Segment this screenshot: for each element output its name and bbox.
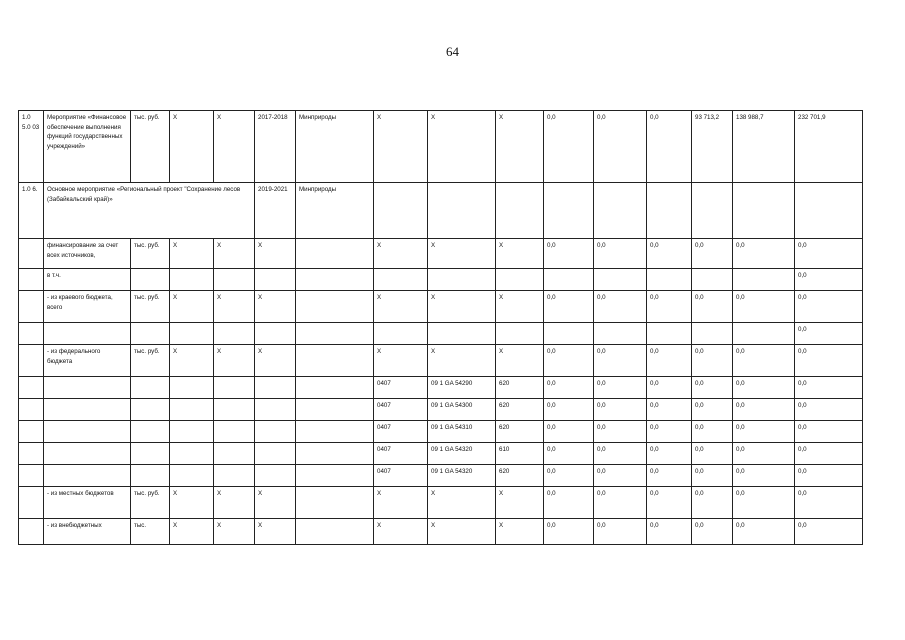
table-cell bbox=[374, 323, 428, 345]
table-cell bbox=[594, 183, 647, 239]
table-cell: Х bbox=[428, 239, 496, 269]
table-cell bbox=[131, 465, 170, 487]
table-cell bbox=[496, 269, 544, 291]
table-cell bbox=[374, 183, 428, 239]
table-cell: 0,0 bbox=[544, 345, 594, 377]
table-cell: 0,0 bbox=[647, 487, 692, 519]
table-cell: 0,0 bbox=[594, 291, 647, 323]
table-cell: 0,0 bbox=[795, 291, 863, 323]
table-cell: Х bbox=[428, 487, 496, 519]
table-cell bbox=[692, 323, 733, 345]
table-cell: Х bbox=[170, 291, 214, 323]
table-cell: 0,0 bbox=[647, 377, 692, 399]
table-cell: 0,0 bbox=[795, 345, 863, 377]
table-cell: 09 1 GA 54300 bbox=[428, 399, 496, 421]
table-cell: 0,0 bbox=[544, 519, 594, 545]
table-cell: Х bbox=[255, 487, 296, 519]
table-cell: 0,0 bbox=[733, 377, 795, 399]
table-cell bbox=[214, 421, 255, 443]
table-cell: 0,0 bbox=[733, 519, 795, 545]
table-cell bbox=[428, 183, 496, 239]
table-cell: 1.0 6. bbox=[19, 183, 44, 239]
table-cell: 0,0 bbox=[647, 239, 692, 269]
table-cell: Х bbox=[214, 487, 255, 519]
table-cell: Х bbox=[428, 345, 496, 377]
table-cell: 0,0 bbox=[795, 269, 863, 291]
table-cell: 0407 bbox=[374, 399, 428, 421]
table-cell: 0,0 bbox=[594, 377, 647, 399]
table-cell: Х bbox=[170, 345, 214, 377]
table-cell bbox=[44, 421, 131, 443]
table-cell bbox=[296, 465, 374, 487]
table-cell bbox=[170, 421, 214, 443]
table-cell bbox=[170, 269, 214, 291]
table-cell: Х bbox=[214, 239, 255, 269]
table-cell bbox=[255, 323, 296, 345]
table-cell: Х bbox=[428, 111, 496, 183]
table-cell: тыс. bbox=[131, 519, 170, 545]
table-cell: 0,0 bbox=[544, 239, 594, 269]
table-cell: Х bbox=[170, 111, 214, 183]
table-cell: 620 bbox=[496, 465, 544, 487]
table-cell: 0,0 bbox=[692, 487, 733, 519]
table-cell: 0,0 bbox=[594, 399, 647, 421]
table-cell: 0,0 bbox=[544, 487, 594, 519]
table-cell: - из внебюджетных bbox=[44, 519, 131, 545]
table-cell: Х bbox=[214, 111, 255, 183]
table-cell bbox=[594, 323, 647, 345]
table-cell bbox=[44, 399, 131, 421]
table-cell bbox=[170, 323, 214, 345]
table-cell bbox=[296, 345, 374, 377]
table-cell bbox=[131, 421, 170, 443]
table-cell bbox=[19, 421, 44, 443]
table-row bbox=[19, 399, 863, 421]
table-cell: тыс. руб. bbox=[131, 487, 170, 519]
table-row bbox=[19, 377, 863, 399]
table-cell bbox=[214, 377, 255, 399]
table-cell: 0,0 bbox=[733, 345, 795, 377]
table-cell: 0,0 bbox=[795, 465, 863, 487]
table-cell: 0,0 bbox=[795, 443, 863, 465]
table-cell bbox=[170, 465, 214, 487]
table-cell: Х bbox=[255, 345, 296, 377]
table-cell: тыс. руб. bbox=[131, 291, 170, 323]
table-cell: 0,0 bbox=[594, 465, 647, 487]
table-cell: Основное мероприятие «Региональный проект "Сохранение лесов (Забайкальский край)» bbox=[44, 183, 255, 239]
table-cell: тыс. руб. bbox=[131, 239, 170, 269]
table-cell bbox=[19, 443, 44, 465]
table-cell: Х bbox=[496, 291, 544, 323]
table-cell: Х bbox=[374, 111, 428, 183]
table-cell: 0407 bbox=[374, 443, 428, 465]
table-cell bbox=[795, 183, 863, 239]
table-cell bbox=[131, 269, 170, 291]
table-row bbox=[19, 519, 863, 545]
table-cell: 0,0 bbox=[795, 377, 863, 399]
table-cell bbox=[44, 465, 131, 487]
table-cell bbox=[255, 377, 296, 399]
table-cell bbox=[214, 323, 255, 345]
table-cell: 0,0 bbox=[594, 519, 647, 545]
table-cell: 232 701,9 bbox=[795, 111, 863, 183]
table-cell bbox=[44, 323, 131, 345]
table-cell: 0,0 bbox=[733, 239, 795, 269]
table-cell: 0,0 bbox=[594, 443, 647, 465]
table-cell bbox=[296, 421, 374, 443]
table-cell: 93 713,2 bbox=[692, 111, 733, 183]
table-cell: 0,0 bbox=[544, 443, 594, 465]
table-cell: 09 1 GA 54290 bbox=[428, 377, 496, 399]
table-row bbox=[19, 465, 863, 487]
table-cell: 0,0 bbox=[647, 421, 692, 443]
table-cell: 0,0 bbox=[733, 291, 795, 323]
table-cell: 0,0 bbox=[594, 421, 647, 443]
table-cell bbox=[44, 443, 131, 465]
table-row bbox=[19, 239, 863, 269]
table-cell bbox=[692, 269, 733, 291]
table-row bbox=[19, 345, 863, 377]
table-cell: 0,0 bbox=[544, 291, 594, 323]
table-cell: тыс. руб. bbox=[131, 345, 170, 377]
table-cell bbox=[255, 465, 296, 487]
table-cell: Х bbox=[255, 239, 296, 269]
table-cell: Х bbox=[170, 519, 214, 545]
table-cell: Мероприятие «Финансовое обеспечение выполнения функций государственных учреждений» bbox=[44, 111, 131, 183]
table-cell: 0,0 bbox=[692, 421, 733, 443]
table-cell: 09 1 GA 54310 bbox=[428, 421, 496, 443]
table-cell: финансирование за счет всех источников, bbox=[44, 239, 131, 269]
table-cell bbox=[19, 239, 44, 269]
table-cell: 0,0 bbox=[733, 443, 795, 465]
table-cell bbox=[19, 519, 44, 545]
table-cell: 09 1 GA 54320 bbox=[428, 443, 496, 465]
table-cell bbox=[544, 269, 594, 291]
table-cell: 0,0 bbox=[692, 443, 733, 465]
table-cell: 2019-2021 bbox=[255, 183, 296, 239]
table-cell bbox=[19, 487, 44, 519]
table-cell bbox=[296, 487, 374, 519]
table-cell: 0,0 bbox=[594, 111, 647, 183]
table-cell bbox=[170, 399, 214, 421]
table-cell: 0,0 bbox=[692, 465, 733, 487]
table-cell bbox=[428, 269, 496, 291]
table-cell: 0,0 bbox=[544, 377, 594, 399]
table-cell bbox=[19, 399, 44, 421]
table-cell bbox=[131, 377, 170, 399]
table-cell bbox=[214, 399, 255, 421]
table-row bbox=[19, 111, 863, 183]
table-cell: Х bbox=[374, 345, 428, 377]
table-cell: 0,0 bbox=[647, 345, 692, 377]
table-cell: Х bbox=[255, 291, 296, 323]
table-cell: 0,0 bbox=[647, 465, 692, 487]
table-cell bbox=[19, 345, 44, 377]
table-row bbox=[19, 323, 863, 345]
table-cell bbox=[255, 421, 296, 443]
table-cell bbox=[255, 399, 296, 421]
table-cell: Х bbox=[496, 239, 544, 269]
table-cell: 0,0 bbox=[795, 239, 863, 269]
table-row bbox=[19, 421, 863, 443]
table-cell: 0,0 bbox=[544, 399, 594, 421]
table-cell: Х bbox=[428, 519, 496, 545]
table-cell: 0,0 bbox=[795, 323, 863, 345]
table-cell bbox=[496, 323, 544, 345]
table-cell: Х bbox=[214, 345, 255, 377]
table-cell bbox=[214, 465, 255, 487]
table-cell bbox=[19, 465, 44, 487]
table-cell: 2017-2018 bbox=[255, 111, 296, 183]
table-cell: 0,0 bbox=[733, 399, 795, 421]
table-cell: 138 988,7 bbox=[733, 111, 795, 183]
table-row bbox=[19, 269, 863, 291]
table-cell: 0,0 bbox=[594, 239, 647, 269]
table-cell: 0,0 bbox=[692, 377, 733, 399]
table-cell bbox=[733, 269, 795, 291]
table-cell: 0407 bbox=[374, 377, 428, 399]
table-cell bbox=[255, 269, 296, 291]
table-cell: 0,0 bbox=[733, 465, 795, 487]
table-cell: 0,0 bbox=[733, 487, 795, 519]
table-cell: Х bbox=[374, 487, 428, 519]
table-cell: - из краевого бюджета, всего bbox=[44, 291, 131, 323]
table-cell: 0,0 bbox=[692, 291, 733, 323]
table-cell: Х bbox=[255, 519, 296, 545]
table-cell bbox=[19, 323, 44, 345]
table-cell bbox=[296, 239, 374, 269]
table-cell bbox=[170, 377, 214, 399]
table-cell: 0,0 bbox=[647, 111, 692, 183]
table-cell: 0,0 bbox=[544, 421, 594, 443]
table-cell bbox=[19, 269, 44, 291]
table-cell: тыс. руб. bbox=[131, 111, 170, 183]
table-cell: Х bbox=[374, 519, 428, 545]
table-cell: 0,0 bbox=[594, 345, 647, 377]
table-cell: - из федерального бюджета bbox=[44, 345, 131, 377]
table-cell bbox=[296, 269, 374, 291]
table-cell: 0,0 bbox=[795, 421, 863, 443]
table-cell bbox=[170, 443, 214, 465]
table-cell: 0,0 bbox=[795, 519, 863, 545]
table-cell bbox=[296, 377, 374, 399]
table-cell: 0,0 bbox=[647, 291, 692, 323]
table-cell: 610 bbox=[496, 443, 544, 465]
table-cell: 0,0 bbox=[795, 487, 863, 519]
table-cell bbox=[296, 291, 374, 323]
table-cell: Х bbox=[214, 519, 255, 545]
table-cell: 0,0 bbox=[594, 487, 647, 519]
table-cell: 1.0 5.0 03 bbox=[19, 111, 44, 183]
table-cell: 0,0 bbox=[544, 465, 594, 487]
table-cell bbox=[692, 183, 733, 239]
table-cell bbox=[594, 269, 647, 291]
table-cell: 09 1 GA 54320 bbox=[428, 465, 496, 487]
table-cell bbox=[19, 377, 44, 399]
table-cell: Х bbox=[496, 519, 544, 545]
table-cell bbox=[647, 323, 692, 345]
table-cell bbox=[544, 323, 594, 345]
table-cell: 0407 bbox=[374, 421, 428, 443]
table-cell bbox=[296, 443, 374, 465]
table-cell bbox=[296, 399, 374, 421]
table-cell bbox=[647, 183, 692, 239]
table-cell: 0,0 bbox=[692, 345, 733, 377]
table-cell: - из местных бюджетов bbox=[44, 487, 131, 519]
table-cell: Х bbox=[214, 291, 255, 323]
table-row bbox=[19, 443, 863, 465]
table-cell: Минприроды bbox=[296, 111, 374, 183]
table-cell bbox=[131, 323, 170, 345]
table-cell: 0,0 bbox=[795, 399, 863, 421]
table-cell: 0,0 bbox=[544, 111, 594, 183]
table-cell: 620 bbox=[496, 377, 544, 399]
table-cell: Х bbox=[496, 111, 544, 183]
table-cell: 0407 bbox=[374, 465, 428, 487]
table-cell: 0,0 bbox=[692, 399, 733, 421]
table-cell bbox=[544, 183, 594, 239]
table-cell bbox=[214, 443, 255, 465]
table-cell bbox=[214, 269, 255, 291]
page-number: 64 bbox=[446, 44, 459, 59]
table-cell: 0,0 bbox=[733, 421, 795, 443]
table-cell: в т.ч. bbox=[44, 269, 131, 291]
table-cell bbox=[296, 323, 374, 345]
table-cell bbox=[255, 443, 296, 465]
table-row bbox=[19, 291, 863, 323]
table-cell bbox=[131, 443, 170, 465]
table-cell: Х bbox=[374, 239, 428, 269]
table-cell: Х bbox=[496, 345, 544, 377]
table-cell: Минприроды bbox=[296, 183, 374, 239]
table-cell: Х bbox=[170, 487, 214, 519]
table-cell bbox=[19, 291, 44, 323]
table-cell bbox=[44, 377, 131, 399]
budget-table bbox=[18, 110, 863, 545]
table-cell: 0,0 bbox=[692, 239, 733, 269]
table-cell: 620 bbox=[496, 399, 544, 421]
table-row bbox=[19, 183, 863, 239]
table-cell: Х bbox=[374, 291, 428, 323]
table-cell: 0,0 bbox=[692, 519, 733, 545]
table-cell: 0,0 bbox=[647, 519, 692, 545]
table-cell bbox=[374, 269, 428, 291]
table-cell: Х bbox=[428, 291, 496, 323]
table-cell: Х bbox=[496, 487, 544, 519]
table-cell bbox=[647, 269, 692, 291]
table-cell bbox=[733, 183, 795, 239]
table-cell bbox=[733, 323, 795, 345]
table-cell bbox=[296, 519, 374, 545]
table-cell: 0,0 bbox=[647, 399, 692, 421]
table-row bbox=[19, 487, 863, 519]
table-cell: 620 bbox=[496, 421, 544, 443]
table-cell: Х bbox=[170, 239, 214, 269]
table-cell bbox=[496, 183, 544, 239]
table-cell: 0,0 bbox=[647, 443, 692, 465]
table-cell bbox=[131, 399, 170, 421]
table-cell bbox=[428, 323, 496, 345]
